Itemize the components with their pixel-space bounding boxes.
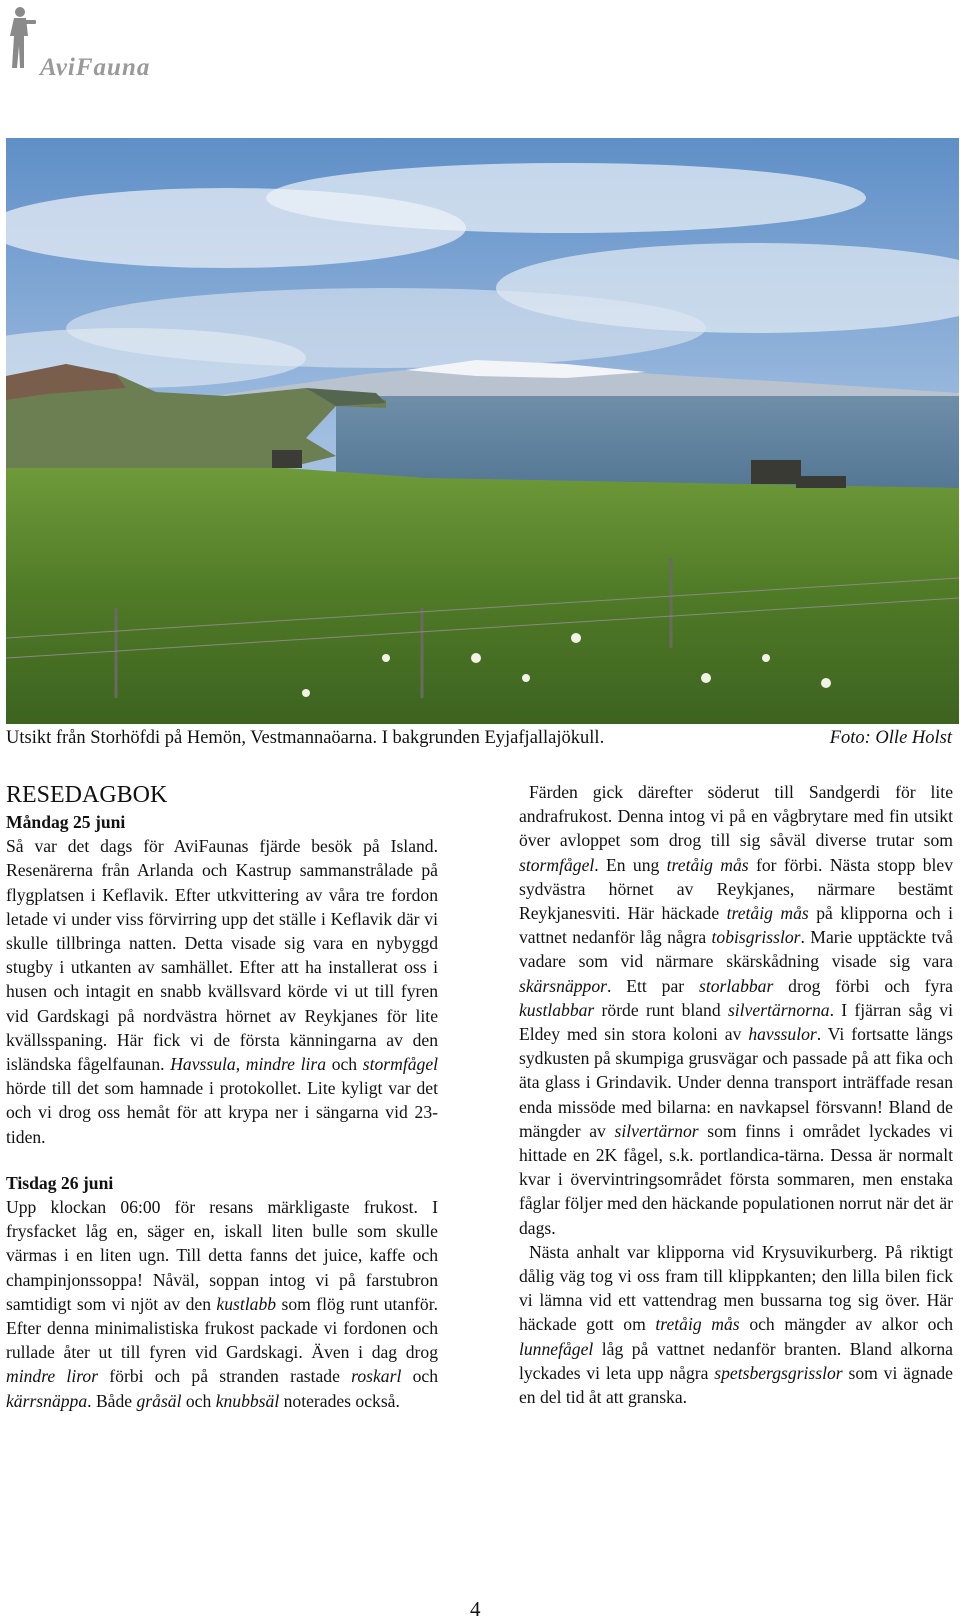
photo-caption [6,728,952,749]
day1-title: Måndag 25 juni [6,812,126,832]
day2-paragraph: Upp klockan 06:00 för resans märkligaste frukost. I frysfacket låg en, säger en, iskall liten bulle som skulle värmas i en liten ugn. Till detta fanns det juice, kaffe och champinjonssoppa! Nåväl, soppan intog vi på farstubron samtidigt som vi njöt av den kustlabb som flög runt utanför. Efter denna minimalistiska frukost packade vi fordonen och rullade åter ut till fyren vid Gardskagi. Även i dag drog mindre liror förbi och på stranden rastade roskarl och kärrsnäppa. Både gråsäl och knubbsäl noterades också. [6,1197,438,1411]
right-column [519,780,953,1409]
landscape-photo [6,138,959,724]
right-paragraph-1: Färden gick därefter söderut till Sandgerdi för lite andrafrukost. Denna intog vi på en vågbrytare med fin utsikt över avloppet som drog till sig såväl diverse trutar som stormfågel. En ung tretåig mås for förbi. Nästa stopp blev sydvästra hörnet av Reykjanes, närmare bestämt Reykjanesviti. Här häckade tretåig mås på klipporna och i vattnet nedanför låg några tobisgrisslor. Marie upptäckte två vadare som vid närmare skärskådning visade sig vara skärsnäppor. Ett par storlabbar drog förbi och fyra kustlabbar rörde runt bland silvertärnorna. I fjärran såg vi Eldey med sin stora koloni av havssulor. Vi fortsatte längs sydkusten på skumpiga grusvägar och passade på att fika och äta glass i Grindavik. Under denna transport inträffade resan enda missöde med bilarna: en navkapsel försvann! Bland de mängder av silvertärnor som finns i området lyckades vi hittade en 2K fågel, s.k. portlandica-tärna. Dessa är normalt kvar i övervintringsområdet första sommaren, men enstaka fåglar följer med den häckande populationen norrut när det är dags. [519,782,954,1238]
day1-paragraph: Så var det dags för AviFaunas fjärde besök på Island. Resenärerna från Arlanda och Kastrup sammanstrålade på flygplatsen i Keflavik. Efter utkvittering av våra tre fordon letade vi under viss förvirring upp det ställe i Keflavik där vi skulle tillbringa natten. Detta visade sig vara en nybyggd stugby i utkanten av samhället. Efter att ha installerat oss i husen och intagit en snabb kvällsvard körde vi ut till fyren vid Gardskagi på nordvästra hörnet av Reykjanes för lite kvällsspaning. Här fick vi de första känningarna av den isländska fågelfaunan. Havssula, mindre lira och stormfågel hörde till det som hamnade i protokollet. Lite kyligt var det och vi drog oss hemåt för att krypa ner i sängarna vid 23-tiden. [6,836,439,1147]
page-number: 4 [470,1597,481,1621]
photo-credit: Foto: Olle Holst [829,728,952,748]
caption-text: Utsikt från Storhöfdi på Hemön, Vestmannaöarna. I bakgrunden Eyjafjallajökull. [6,728,605,748]
left-column [6,780,438,1413]
right-paragraph-2: Nästa anhalt var klipporna vid Krysuvikurberg. På riktigt dålig väg tog vi oss fram till klippkanten; den lilla bilen fick vi lämna vid ett vattendrag men bussarna tog sig över. Här häckade gott om tretåig mås och mängder av alkor och lunnefågel låg på vattnet nedanför branten. Bland alkorna lyckades vi leta upp några spetsbergsgrisslor som vi ägnade en del tid åt att granska. [519,1241,953,1408]
logo-text: AviFauna [40,54,151,81]
page-heading: RESEDAGBOK [6,782,168,808]
day2-title: Tisdag 26 juni [6,1172,114,1193]
avifauna-logo [6,6,206,81]
